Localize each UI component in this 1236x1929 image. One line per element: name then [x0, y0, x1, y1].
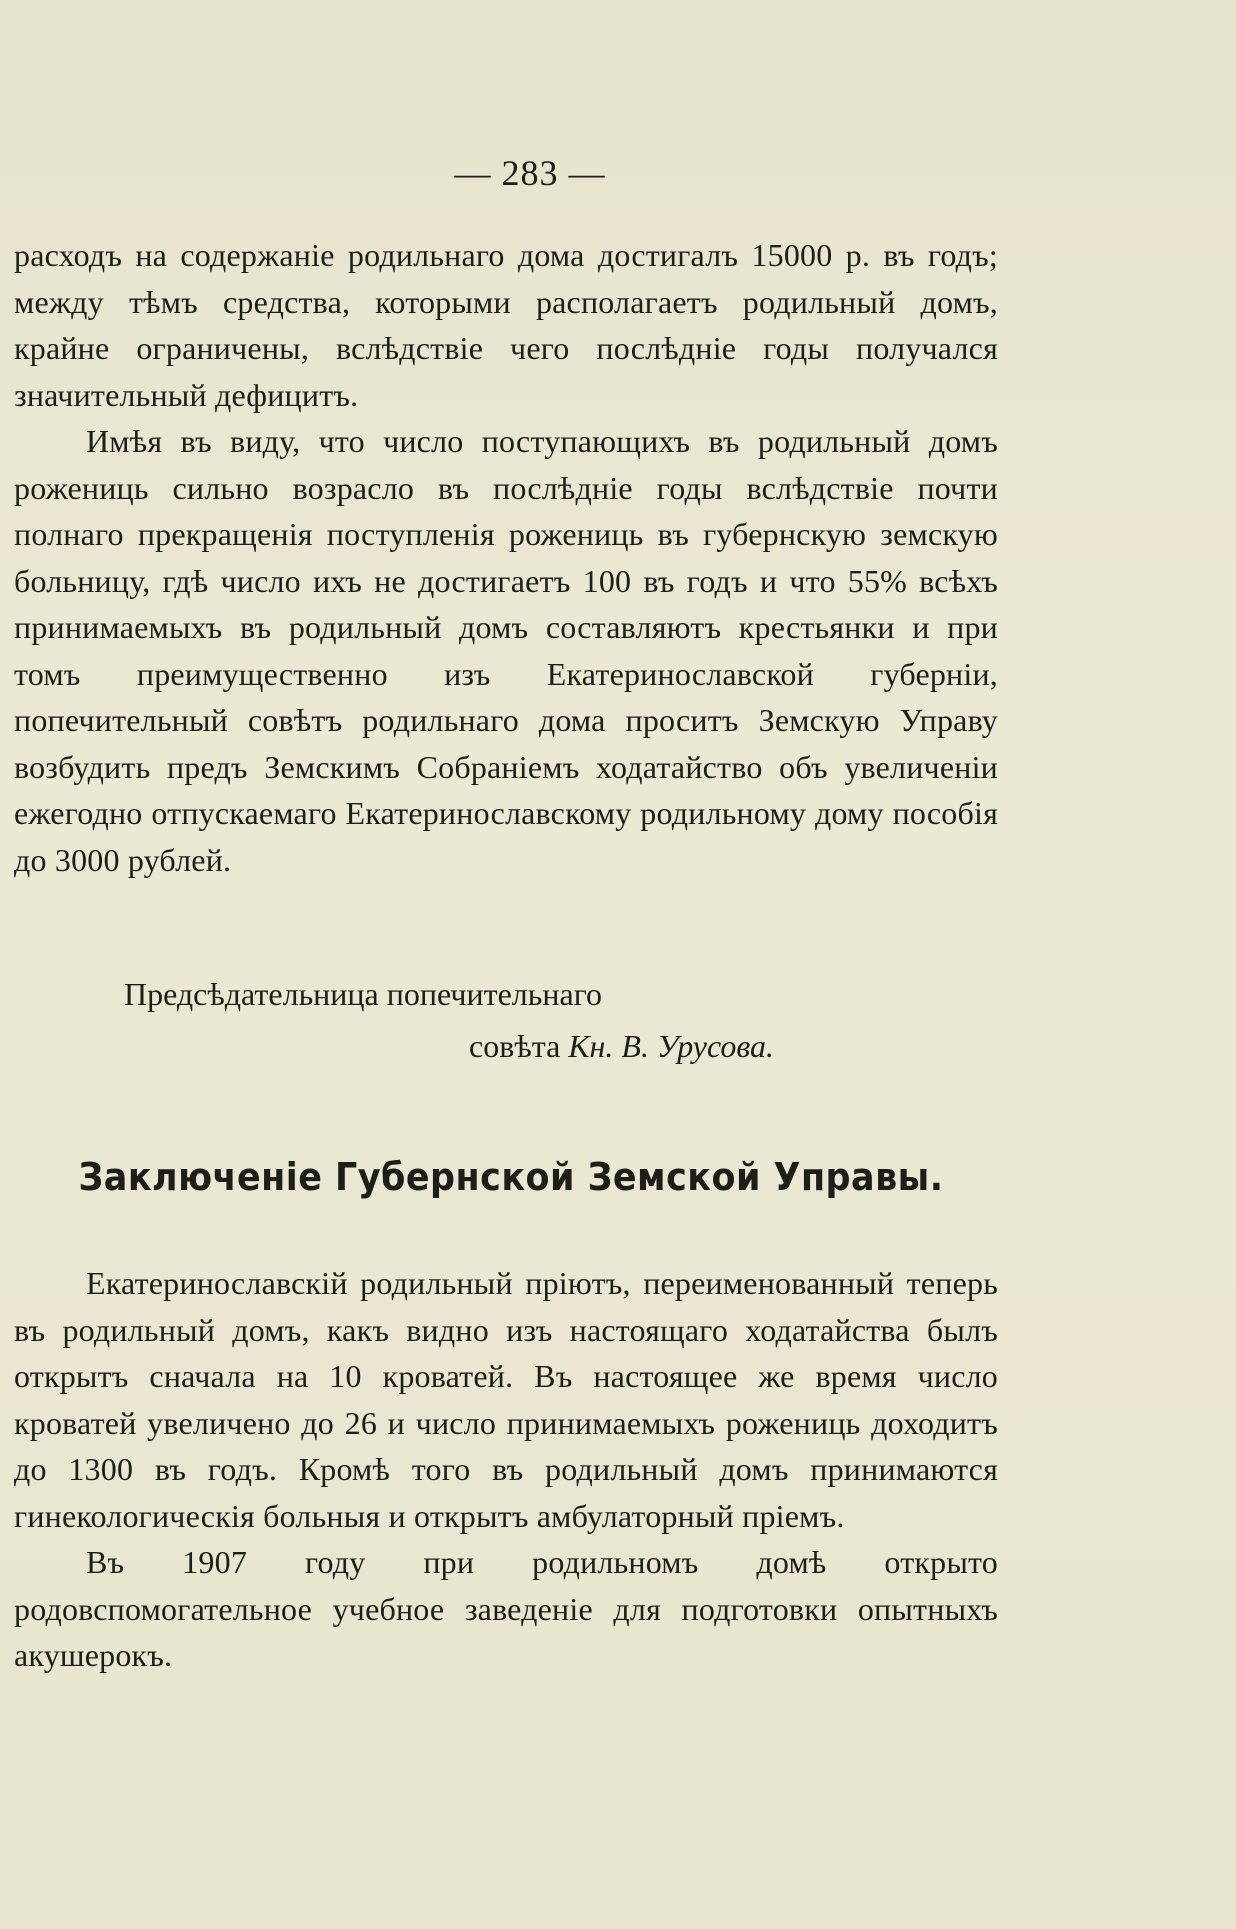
- section-heading: Заключеніе Губернской Земской Управы.: [78, 1155, 944, 1199]
- paragraph-conclusion: Екатеринославскій родильный пріютъ, переименованный теперь въ родильный домъ, какъ видно изъ настоящаго ходатайства былъ открытъ сначала на 10 кроватей. Въ настоящее же время число кроватей увеличено до 26 и число принимаемыхъ рожениць доходитъ до 1300 въ годъ. Кромѣ того въ родильный домъ принимаются гинекологическія больныя и открытъ амбулаторный пріемъ.: [14, 1265, 998, 1534]
- paragraph-expenses: расходъ на содержаніе родильнаго дома достигалъ 15000 р. въ годъ; между тѣмъ средства, которыми располагаетъ родильный домъ, крайне ограничены, вслѣдствіе чего послѣдніе годы получался значительный дефицитъ.: [14, 237, 998, 413]
- paragraph-petition: Имѣя въ виду, что число поступающихъ въ родильный домъ рожениць сильно возрасло въ послѣдніе годы вслѣдствіе почти полнаго прекращенія поступленія рожениць въ губернскую земскую больницу, гдѣ число ихъ не достигаетъ 100 въ годъ и что 55% всѣхъ принимаемыхъ въ родильный домъ составляютъ крестьянки и при томъ преимущественно изъ Екатеринославской губерніи, попечительный совѣтъ родильнаго дома проситъ Земскую Управу возбудить предъ Земскимъ Собраніемъ ходатайство объ увеличеніи ежегодно отпускаемаго Екатеринославскому родильному дому пособія до 3000 рублей.: [14, 423, 998, 878]
- paragraph-school: Въ 1907 году при родильномъ домѣ открыто родовспомогательное учебное заведеніе для подготовки опытныхъ акушерокъ.: [14, 1544, 998, 1673]
- body-text-bottom: [14, 1260, 998, 1679]
- signature-block: [124, 968, 774, 1072]
- signature-prefix: совѣта: [469, 1028, 561, 1064]
- page-number: — 283 —: [454, 153, 606, 193]
- signature-title: Предсѣдательница попечительнаго: [124, 976, 603, 1012]
- signature-line: [124, 1020, 774, 1072]
- body-text-top: [14, 232, 998, 883]
- signature-name: Кн. В. Урусова.: [568, 1028, 775, 1064]
